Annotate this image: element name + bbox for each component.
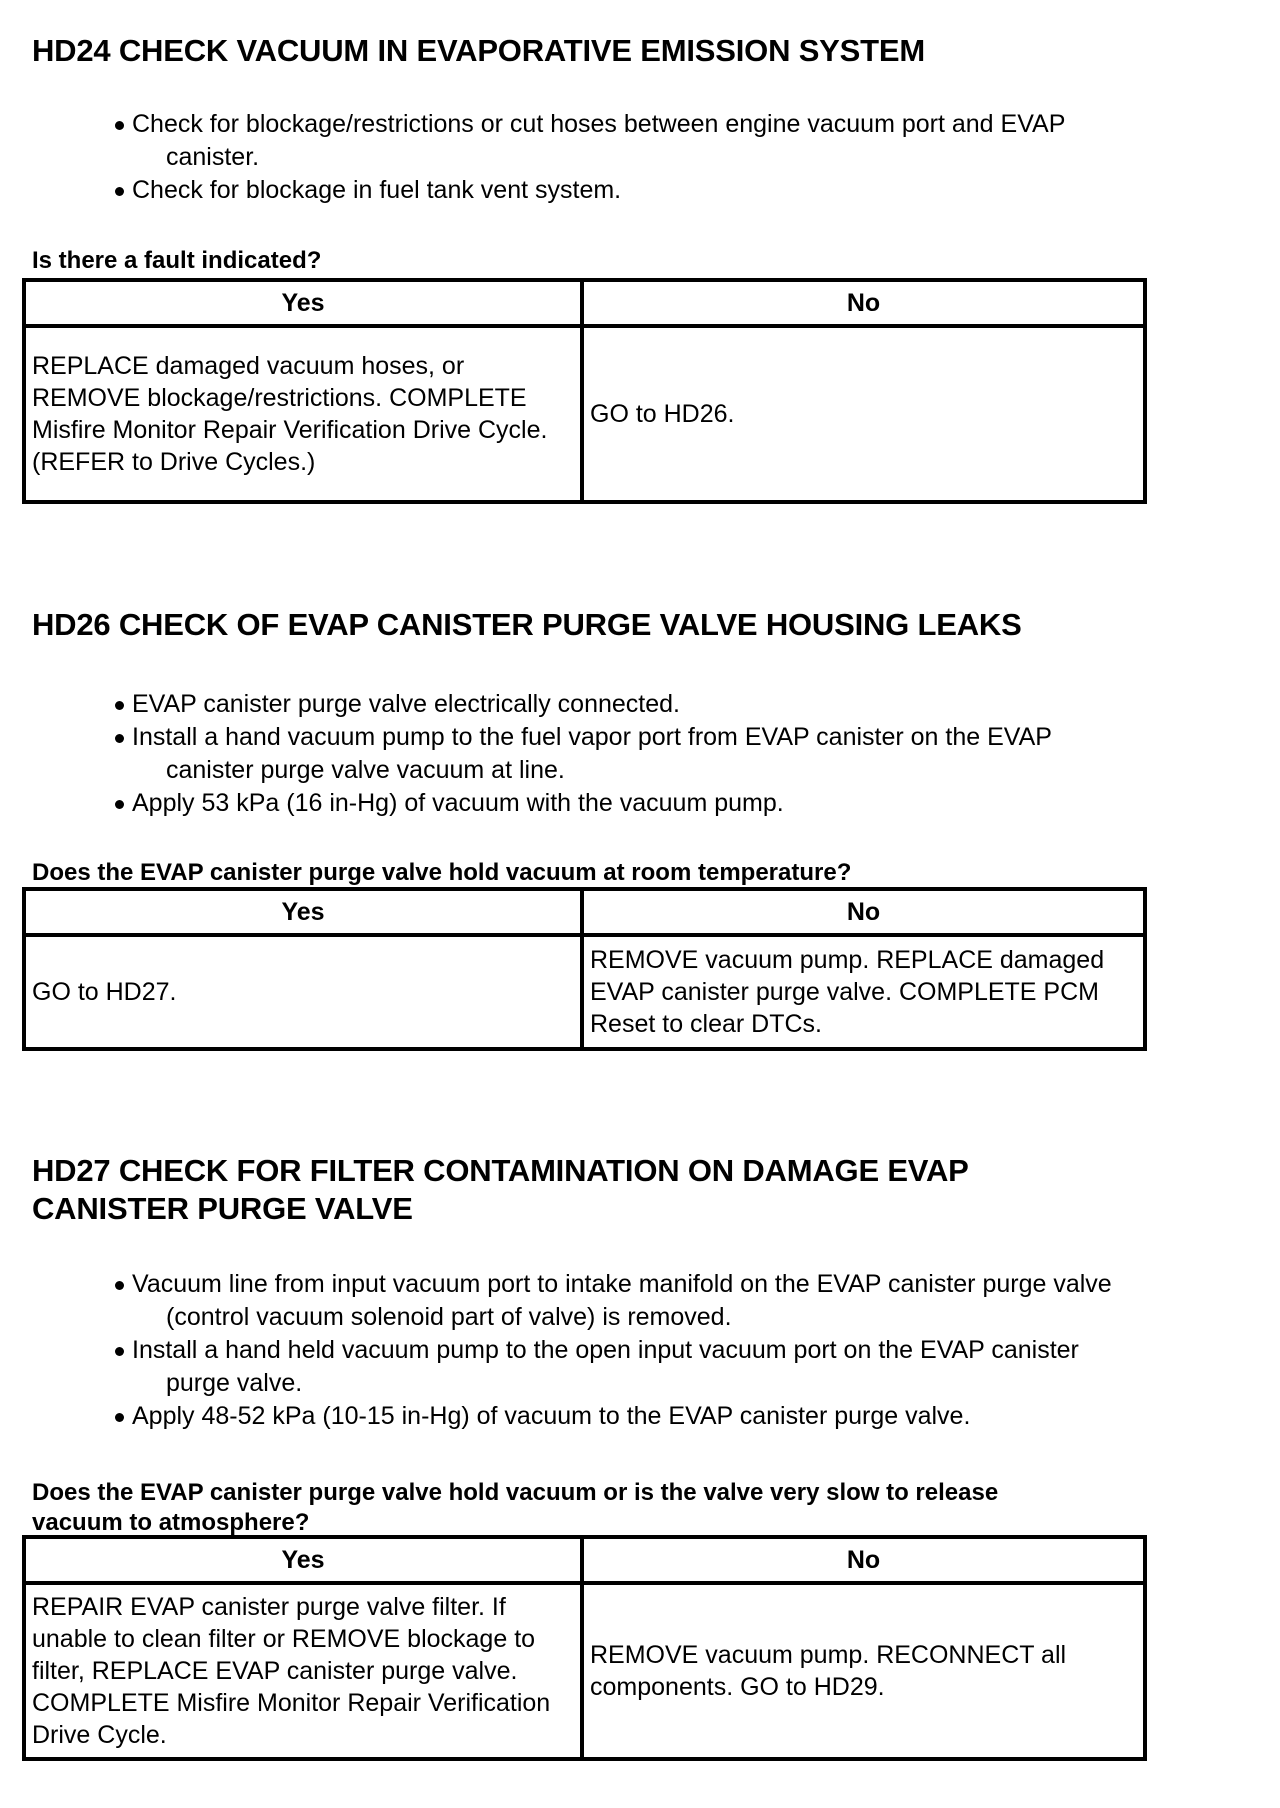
cell-yes: REPLACE damaged vacuum hoses, or REMOVE blockage/restrictions. COMPLETE Misfire Monitor Repair Verification Drive Cycle. (REFER to Drive Cycles.) [24,326,582,502]
decision-table-hd27 [22,1535,1147,1761]
bullet-icon [115,187,124,196]
header-yes: Yes [24,889,582,935]
cell-yes: REPAIR EVAP canister purge valve filter. If unable to clean filter or REMOVE blockage to filter, REPLACE EVAP canister purge valve. COMPLETE Misfire Monitor Repair Verification Drive Cycle. [24,1583,582,1759]
decision-table-hd24 [22,278,1147,504]
header-no: No [582,280,1145,326]
section-heading-hd24: HD24 CHECK VACUUM IN EVAPORATIVE EMISSION SYSTEM [32,33,925,68]
bullet-item: EVAP canister purge valve electrically connected. [112,688,1052,721]
bullet-icon [115,1347,124,1356]
bullet-icon [115,121,124,130]
decision-table-hd26 [22,887,1147,1051]
bullet-item: Check for blockage in fuel tank vent system. [112,174,1065,207]
cell-no: REMOVE vacuum pump. RECONNECT all components. GO to HD29. [582,1583,1145,1759]
question-hd26: Does the EVAP canister purge valve hold vacuum at room temperature? [32,859,852,886]
bullet-item: Install a hand vacuum pump to the fuel vapor port from EVAP canister on the EVAP canister purge valve vacuum at line. [112,721,1052,787]
cell-no: GO to HD26. [582,326,1145,502]
bullet-item: Vacuum line from input vacuum port to intake manifold on the EVAP canister purge valve (control vacuum solenoid part of valve) is removed. [112,1268,1112,1334]
header-yes: Yes [24,1537,582,1583]
bullet-icon [115,800,124,809]
bullet-list-hd27 [112,1268,1112,1433]
section-heading-hd26: HD26 CHECK OF EVAP CANISTER PURGE VALVE HOUSING LEAKS [32,607,1022,642]
bullet-icon [115,1281,124,1290]
bullet-icon [115,701,124,710]
bullet-item: Install a hand held vacuum pump to the open input vacuum port on the EVAP canister purge valve. [112,1334,1112,1400]
header-no: No [582,1537,1145,1583]
question-hd27: Does the EVAP canister purge valve hold vacuum or is the valve very slow to release vacuum to atmosphere? [32,1479,999,1536]
header-yes: Yes [24,280,582,326]
cell-yes: GO to HD27. [24,935,582,1049]
cell-no: REMOVE vacuum pump. REPLACE damaged EVAP canister purge valve. COMPLETE PCM Reset to clear DTCs. [582,935,1145,1049]
bullet-list-hd24 [112,108,1065,207]
bullet-item: Apply 48-52 kPa (10-15 in-Hg) of vacuum to the EVAP canister purge valve. [112,1400,1112,1433]
bullet-icon [115,734,124,743]
section-heading-hd27: HD27 CHECK FOR FILTER CONTAMINATION ON DAMAGE EVAP CANISTER PURGE VALVE [32,1153,969,1226]
bullet-item: Apply 53 kPa (16 in-Hg) of vacuum with the vacuum pump. [112,787,1052,820]
header-no: No [582,889,1145,935]
question-hd24: Is there a fault indicated? [32,247,322,274]
bullet-item: Check for blockage/restrictions or cut hoses between engine vacuum port and EVAP canister. [112,108,1065,174]
bullet-icon [115,1413,124,1422]
bullet-list-hd26 [112,688,1052,820]
